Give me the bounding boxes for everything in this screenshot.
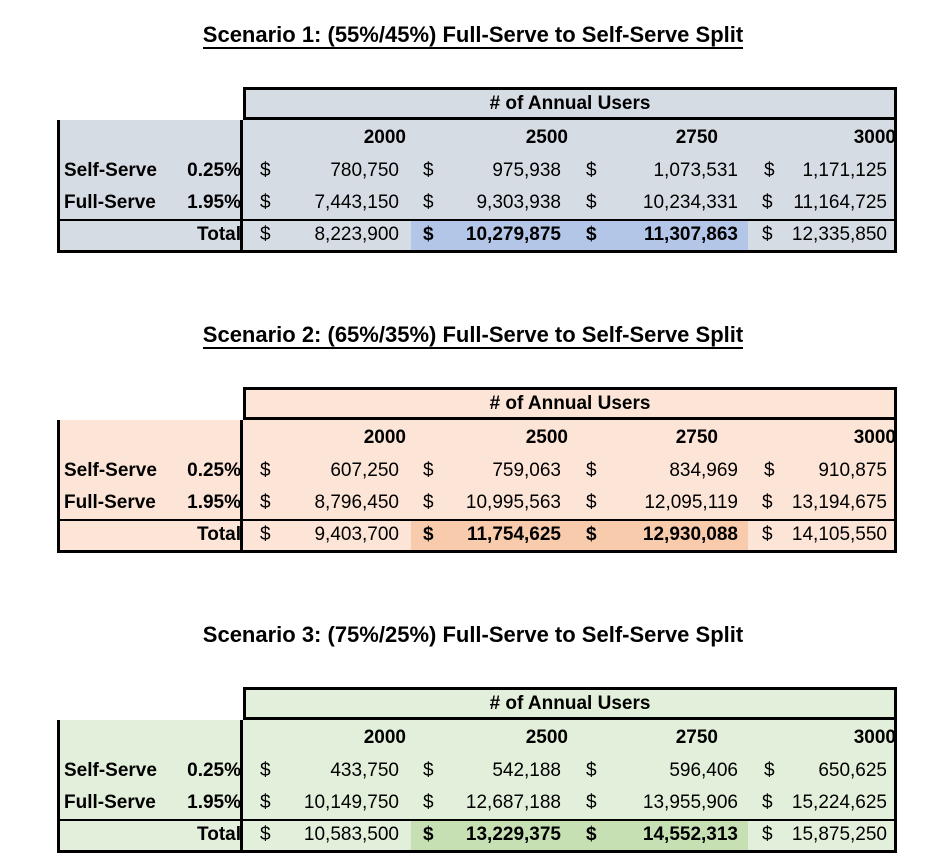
row-label-full-serve: Full-Serve xyxy=(64,492,156,513)
total-2750: 11,307,863 xyxy=(643,224,738,245)
total-2500: 13,229,375 xyxy=(465,824,561,845)
currency-symbol: $ xyxy=(762,824,773,845)
full-2750: 12,095,119 xyxy=(644,492,738,513)
scenario-3-table xyxy=(57,720,897,853)
self-2000: 433,750 xyxy=(330,760,399,781)
currency-symbol: $ xyxy=(586,160,597,181)
currency-symbol: $ xyxy=(586,524,597,545)
scenario-1 xyxy=(0,0,946,260)
annual-users-header: # of Annual Users xyxy=(243,387,897,420)
currency-symbol: $ xyxy=(762,792,773,813)
total-2500: 10,279,875 xyxy=(465,224,561,245)
total-2750: 14,552,313 xyxy=(642,824,738,845)
currency-symbol: $ xyxy=(423,760,434,781)
col-header-2500: 2500 xyxy=(525,127,568,148)
currency-symbol: $ xyxy=(260,160,271,181)
currency-symbol: $ xyxy=(423,460,434,481)
row-label-total: Total xyxy=(197,224,241,245)
full-2500: 12,687,188 xyxy=(465,792,561,813)
rate-self-serve: 0.25% xyxy=(187,460,241,481)
full-3000: 13,194,675 xyxy=(791,492,887,513)
currency-symbol: $ xyxy=(586,760,597,781)
col-header-2500: 2500 xyxy=(525,427,568,448)
currency-symbol: $ xyxy=(764,760,775,781)
currency-symbol: $ xyxy=(764,160,775,181)
currency-symbol: $ xyxy=(260,460,271,481)
self-2750: 834,969 xyxy=(669,460,738,481)
currency-symbol: $ xyxy=(260,792,271,813)
row-label-self-serve: Self-Serve xyxy=(64,460,157,481)
full-3000: 15,224,625 xyxy=(791,792,887,813)
col-header-3000: 3000 xyxy=(853,427,896,448)
scenario-3-title: Scenario 3: (75%/25%) Full-Serve to Self-Serve Split xyxy=(202,622,744,647)
col-header-2750: 2750 xyxy=(675,127,718,148)
currency-symbol: $ xyxy=(260,760,271,781)
full-2500: 9,303,938 xyxy=(476,192,561,213)
self-3000: 910,875 xyxy=(818,460,887,481)
self-3000: 1,171,125 xyxy=(802,160,887,181)
row-label-full-serve: Full-Serve xyxy=(64,792,156,813)
row-label-self-serve: Self-Serve xyxy=(64,760,157,781)
currency-symbol: $ xyxy=(260,492,271,513)
annual-users-header: # of Annual Users xyxy=(243,687,897,720)
row-label-self-serve: Self-Serve xyxy=(64,160,157,181)
col-header-3000: 3000 xyxy=(853,127,896,148)
full-2000: 7,443,150 xyxy=(314,192,399,213)
currency-symbol: $ xyxy=(762,224,773,245)
currency-symbol: $ xyxy=(586,460,597,481)
annual-users-header: # of Annual Users xyxy=(243,87,897,120)
currency-symbol: $ xyxy=(423,792,434,813)
row-label-full-serve: Full-Serve xyxy=(64,192,156,213)
full-3000: 11,164,725 xyxy=(793,192,887,213)
total-2000: 10,583,500 xyxy=(303,824,399,845)
currency-symbol: $ xyxy=(423,192,434,213)
rate-full-serve: 1.95% xyxy=(187,792,241,813)
col-header-2750: 2750 xyxy=(675,427,718,448)
currency-symbol: $ xyxy=(586,224,597,245)
currency-symbol: $ xyxy=(423,524,434,545)
currency-symbol: $ xyxy=(260,224,271,245)
col-header-3000: 3000 xyxy=(853,727,896,748)
rate-self-serve: 0.25% xyxy=(187,760,241,781)
total-2500: 11,754,625 xyxy=(466,524,561,545)
self-2500: 975,938 xyxy=(492,160,561,181)
currency-symbol: $ xyxy=(586,824,597,845)
rate-full-serve: 1.95% xyxy=(187,492,241,513)
self-2500: 542,188 xyxy=(492,760,561,781)
currency-symbol: $ xyxy=(586,792,597,813)
currency-symbol: $ xyxy=(260,192,271,213)
currency-symbol: $ xyxy=(260,524,271,545)
col-header-2750: 2750 xyxy=(675,727,718,748)
scenario-1-table xyxy=(57,120,897,253)
row-label-total: Total xyxy=(197,524,241,545)
full-2500: 10,995,563 xyxy=(465,492,561,513)
self-2750: 1,073,531 xyxy=(653,160,738,181)
rate-full-serve: 1.95% xyxy=(187,192,241,213)
total-3000: 12,335,850 xyxy=(791,224,887,245)
col-header-2000: 2000 xyxy=(363,127,406,148)
currency-symbol: $ xyxy=(762,492,773,513)
self-2000: 780,750 xyxy=(330,160,399,181)
full-2750: 10,234,331 xyxy=(642,192,738,213)
rate-self-serve: 0.25% xyxy=(187,160,241,181)
self-2000: 607,250 xyxy=(330,460,399,481)
scenario-2-title: Scenario 2: (65%/35%) Full-Serve to Self-Serve Split xyxy=(202,322,744,347)
self-3000: 650,625 xyxy=(818,760,887,781)
full-2750: 13,955,906 xyxy=(642,792,738,813)
col-header-2000: 2000 xyxy=(363,427,406,448)
scenario-2 xyxy=(0,300,946,560)
total-3000: 15,875,250 xyxy=(791,824,887,845)
full-2000: 8,796,450 xyxy=(314,492,399,513)
total-2000: 8,223,900 xyxy=(314,224,399,245)
full-2000: 10,149,750 xyxy=(303,792,399,813)
currency-symbol: $ xyxy=(423,824,434,845)
scenario-1-title: Scenario 1: (55%/45%) Full-Serve to Self-Serve Split xyxy=(202,22,744,47)
currency-symbol: $ xyxy=(762,524,773,545)
self-2500: 759,063 xyxy=(492,460,561,481)
currency-symbol: $ xyxy=(260,824,271,845)
currency-symbol: $ xyxy=(762,192,773,213)
col-header-2000: 2000 xyxy=(363,727,406,748)
scenario-3 xyxy=(0,600,946,860)
currency-symbol: $ xyxy=(764,460,775,481)
total-2750: 12,930,088 xyxy=(642,524,738,545)
currency-symbol: $ xyxy=(423,224,434,245)
currency-symbol: $ xyxy=(423,492,434,513)
self-2750: 596,406 xyxy=(669,760,738,781)
scenario-2-table xyxy=(57,420,897,553)
total-3000: 14,105,550 xyxy=(791,524,887,545)
currency-symbol: $ xyxy=(423,160,434,181)
col-header-2500: 2500 xyxy=(525,727,568,748)
currency-symbol: $ xyxy=(586,192,597,213)
total-2000: 9,403,700 xyxy=(314,524,399,545)
row-label-total: Total xyxy=(197,824,241,845)
currency-symbol: $ xyxy=(586,492,597,513)
